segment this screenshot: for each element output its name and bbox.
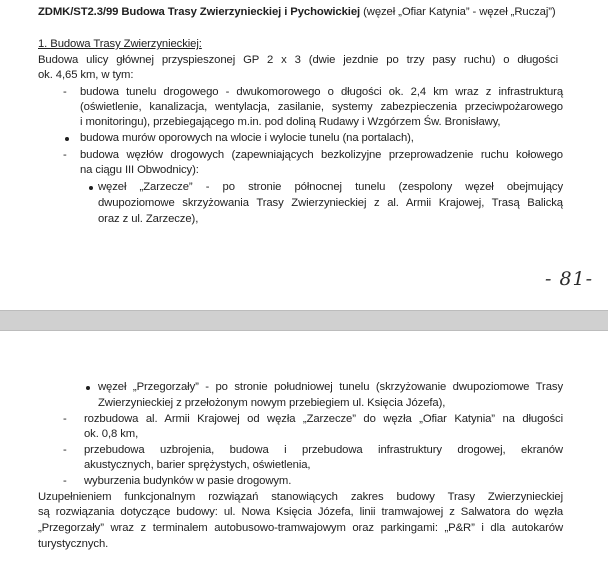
subitem-1-line-3: oraz z ul. Zarzecze), xyxy=(98,213,199,225)
subitem-2-line-2: Zwierzynieckiej z przełożonym nowym przebiegiem ul. Księcia Józefa), xyxy=(98,397,446,409)
item-5-line-1: przebudowa uzbrojenia, budowa i przebudowa infrastruktury drogowej, ekranów xyxy=(84,444,563,456)
item-3-line-2: na ciągu III Obwodnicy): xyxy=(80,164,199,176)
closing-line-4: turystycznych. xyxy=(38,538,109,550)
dash-bullet: - xyxy=(63,149,67,161)
subitem-1-line-1: węzeł „Zarzecze” - po stronie północnej tunelu (zespolony węzeł obejmujący xyxy=(98,181,563,193)
document-header xyxy=(38,5,556,20)
item-3-line-1: budowa węzłów drogowych (zapewniających bezkolizyjne przeprowadzenie ruchu kołowego xyxy=(80,149,563,161)
bullet-dot xyxy=(65,137,69,141)
dash-bullet: - xyxy=(63,86,67,98)
item-6-line-1: wyburzenia budynków w pasie drogowym. xyxy=(84,475,292,487)
item-4-line-2: ok. 0,8 km, xyxy=(84,428,139,440)
section-heading: 1. Budowa Trasy Zwierzynieckiej: xyxy=(38,38,202,50)
item-5-line-2: akustycznych, barier sprężystych, oświetlenia, xyxy=(84,459,311,471)
document-page-bottom xyxy=(0,331,608,561)
item-2-line-1: budowa murów oporowych na wlocie i wylocie tunelu (na portalach), xyxy=(80,132,414,144)
item-1-line-1: budowa tunelu drogowego - dwukomorowego o długości ok. 2,4 km wraz z infrastrukturą xyxy=(80,86,563,98)
item-4-line-1: rozbudowa al. Armii Krajowej od węzła „Zarzecze” do węzła „Ofiar Katynia” na długości xyxy=(84,413,563,425)
document-subtitle: (węzeł „Ofiar Katynia” - węzeł „Ruczaj”) xyxy=(363,6,556,18)
item-1-line-2: (oświetlenie, kanalizacja, wentylacja, zasilanie, systemy zabezpieczenia przeciwpożarowego xyxy=(80,101,563,113)
subitem-1-line-2: dwupoziomowe skrzyżowania Trasy Zwierzynieckiej z al. Armii Krajowej, Trasą Balicką xyxy=(98,197,563,209)
item-1-line-3: i monitoringu), przebiegającego m.in. pod doliną Rudawy i Wzgórzem Św. Bronisławy, xyxy=(80,116,501,128)
intro-line-2: ok. 4,65 km, w tym: xyxy=(38,69,134,81)
dash-bullet: - xyxy=(63,413,67,425)
document-title: Budowa Trasy Zwierzynieckiej i Pychowickiej xyxy=(121,6,361,18)
dash-bullet: - xyxy=(63,475,67,487)
subitem-2-line-1: węzeł „Przegorzały” - po stronie południowej tunelu (skrzyżowanie dwupoziomowe Trasy xyxy=(98,381,563,393)
closing-line-1: Uzupełnieniem funkcjonalnym rozwiązań stanowiących zakres budowy Trasy Zwierzynieckiej xyxy=(38,491,563,503)
document-code: ZDMK/ST2.3/99 xyxy=(38,6,119,18)
page-gap xyxy=(0,310,608,331)
closing-line-3: „Przegorzały” wraz z terminalem autobusowo-tramwajowym oraz parkingami: „P&R” i dla autokarów xyxy=(38,522,563,534)
dash-bullet: - xyxy=(63,444,67,456)
intro-line-1: Budowa ulicy głównej przyspieszonej GP 2 x 3 (dwie jezdnie po trzy pasy ruchu) o długości xyxy=(38,54,558,66)
bullet-dot xyxy=(86,386,90,390)
closing-line-2: są rozwiązania dotyczące budowy: ul. Nowa Księcia Józefa, linii tramwajowej z Salwatora do węzła xyxy=(38,506,563,518)
handwritten-page-number: - 81- xyxy=(545,268,594,290)
bullet-dot xyxy=(89,186,93,190)
